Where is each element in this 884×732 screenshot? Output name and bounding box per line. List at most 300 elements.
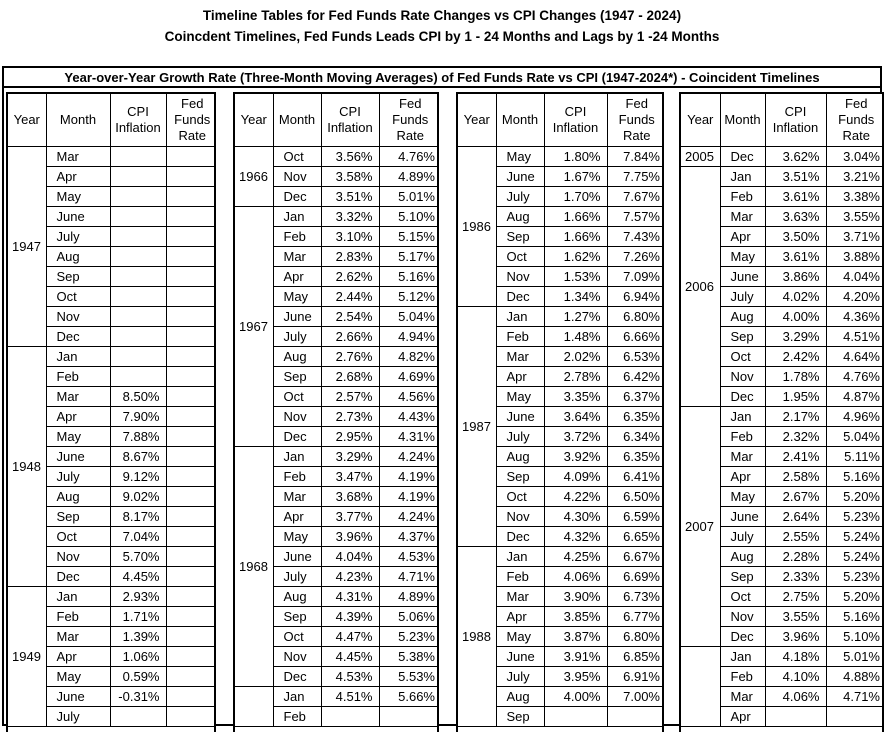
cpi-cell [110, 227, 166, 247]
cpi-cell: 1.70% [544, 187, 607, 207]
cpi-cell: 2.62% [321, 267, 379, 287]
timeline-panel-2 [233, 92, 439, 732]
month-cell: Feb [496, 327, 544, 347]
cpi-cell: 4.04% [321, 547, 379, 567]
cpi-cell: 0.59% [110, 667, 166, 687]
cpi-cell: 4.10% [765, 667, 826, 687]
cpi-cell [110, 287, 166, 307]
month-cell: Dec [273, 187, 321, 207]
cpi-cell [765, 707, 826, 727]
ffr-cell: 6.35% [607, 407, 664, 427]
month-cell: July [46, 467, 110, 487]
ffr-cell: 5.23% [379, 627, 439, 647]
month-cell: Jan [273, 687, 321, 707]
ffr-column-header: Fed Funds Rate [607, 94, 664, 147]
header-row [458, 94, 664, 147]
ffr-cell: 6.35% [607, 447, 664, 467]
month-cell: Oct [46, 287, 110, 307]
table-row [681, 167, 884, 187]
month-cell: Mar [720, 447, 765, 467]
month-cell: Oct [273, 387, 321, 407]
cpi-cell: 2.54% [321, 307, 379, 327]
ffr-cell: 5.01% [826, 647, 884, 667]
ffr-cell [166, 607, 216, 627]
ffr-cell: 4.20% [826, 287, 884, 307]
year-cell: 2007 [681, 407, 720, 647]
ffr-cell: 6.94% [607, 287, 664, 307]
cpi-cell [110, 267, 166, 287]
table-row [681, 147, 884, 167]
month-cell: May [496, 627, 544, 647]
ffr-cell: 6.65% [607, 527, 664, 547]
month-cell: Sep [496, 227, 544, 247]
ffr-cell: 6.91% [607, 667, 664, 687]
ffr-cell [166, 187, 216, 207]
month-column-header: Month [720, 94, 765, 147]
month-cell: Jan [720, 647, 765, 667]
year-cell: 2006 [681, 167, 720, 407]
page-subtitle: Coincdent Timelines, Fed Funds Leads CPI by 1 - 24 Months and Lags by 1 -24 Months [164, 29, 720, 44]
month-cell: Dec [496, 287, 544, 307]
cpi-cell: 2.73% [321, 407, 379, 427]
month-cell: Apr [46, 167, 110, 187]
month-cell: Mar [496, 587, 544, 607]
month-cell: Jan [46, 347, 110, 367]
table-row [458, 147, 664, 167]
ffr-cell: 5.20% [826, 587, 884, 607]
month-cell: Feb [496, 567, 544, 587]
ffr-cell [166, 507, 216, 527]
cpi-cell: 3.51% [765, 167, 826, 187]
cpi-cell: 4.51% [321, 687, 379, 707]
ffr-cell: 4.64% [826, 347, 884, 367]
ffr-cell: 6.59% [607, 507, 664, 527]
month-cell: Feb [720, 427, 765, 447]
cpi-cell: 1.95% [765, 387, 826, 407]
ffr-cell: 5.10% [379, 207, 439, 227]
table-row [235, 687, 439, 707]
ffr-cell [166, 367, 216, 387]
month-cell: June [46, 207, 110, 227]
month-cell: July [720, 527, 765, 547]
cpi-cell [110, 327, 166, 347]
ffr-cell: 4.71% [379, 567, 439, 587]
table-row [235, 447, 439, 467]
ffr-cell: 6.85% [607, 647, 664, 667]
ffr-cell [166, 427, 216, 447]
cpi-cell [321, 707, 379, 727]
cpi-cell: 2.41% [765, 447, 826, 467]
cpi-cell: 2.68% [321, 367, 379, 387]
month-cell: Sep [720, 327, 765, 347]
timeline-table [235, 94, 439, 727]
year-column-header: Year [8, 94, 46, 147]
month-cell: Aug [273, 347, 321, 367]
ffr-cell: 6.80% [607, 627, 664, 647]
cpi-cell [110, 167, 166, 187]
ffr-cell: 5.24% [826, 527, 884, 547]
month-cell: Oct [720, 347, 765, 367]
month-cell: June [720, 267, 765, 287]
month-cell: May [273, 527, 321, 547]
cpi-cell: 3.86% [765, 267, 826, 287]
month-column-header: Month [46, 94, 110, 147]
ffr-cell: 6.53% [607, 347, 664, 367]
month-cell: Nov [496, 267, 544, 287]
ffr-cell: 6.69% [607, 567, 664, 587]
cpi-cell: 8.50% [110, 387, 166, 407]
month-cell: Feb [46, 607, 110, 627]
cpi-cell: 2.67% [765, 487, 826, 507]
cpi-cell: 3.61% [765, 187, 826, 207]
cpi-column-header: CPI Inflation [321, 94, 379, 147]
ffr-cell: 5.66% [379, 687, 439, 707]
table-banner: Year-over-Year Growth Rate (Three-Month Moving Averages) of Fed Funds Rate vs CPI (1947-2024*) - Coincident Timelines [4, 68, 880, 88]
ffr-cell: 6.80% [607, 307, 664, 327]
cpi-cell: 1.67% [544, 167, 607, 187]
ffr-cell: 7.57% [607, 207, 664, 227]
year-cell: 1947 [8, 147, 46, 347]
year-cell: 1948 [8, 347, 46, 587]
cpi-cell: 8.17% [110, 507, 166, 527]
month-cell: Mar [273, 487, 321, 507]
month-cell: May [273, 287, 321, 307]
cpi-cell: 1.78% [765, 367, 826, 387]
ffr-cell [607, 707, 664, 727]
cpi-cell: 4.23% [321, 567, 379, 587]
month-cell: Dec [720, 147, 765, 167]
ffr-cell [166, 147, 216, 167]
month-cell: Apr [273, 507, 321, 527]
ffr-cell: 5.16% [826, 607, 884, 627]
timeline-panel-3 [456, 92, 664, 732]
ffr-cell [166, 387, 216, 407]
ffr-cell: 4.96% [826, 407, 884, 427]
cpi-cell: 2.78% [544, 367, 607, 387]
cpi-cell: 9.02% [110, 487, 166, 507]
ffr-cell: 5.04% [379, 307, 439, 327]
ffr-cell: 4.88% [826, 667, 884, 687]
month-cell: Feb [273, 467, 321, 487]
month-cell: Nov [46, 547, 110, 567]
cpi-cell: 3.68% [321, 487, 379, 507]
ffr-cell: 7.84% [607, 147, 664, 167]
month-cell: June [273, 307, 321, 327]
cpi-cell: 5.70% [110, 547, 166, 567]
month-cell: July [46, 707, 110, 727]
cpi-column-header: CPI Inflation [544, 94, 607, 147]
cpi-cell: 3.51% [321, 187, 379, 207]
ffr-cell: 7.00% [607, 687, 664, 707]
ffr-cell: 5.01% [379, 187, 439, 207]
cpi-cell: 1.66% [544, 227, 607, 247]
month-cell: Mar [273, 247, 321, 267]
ffr-cell [166, 487, 216, 507]
cpi-cell: 1.66% [544, 207, 607, 227]
ffr-cell: 4.37% [379, 527, 439, 547]
month-cell: Oct [273, 627, 321, 647]
ffr-cell: 5.11% [826, 447, 884, 467]
cpi-cell: 3.72% [544, 427, 607, 447]
cpi-cell: 4.02% [765, 287, 826, 307]
month-cell: Aug [496, 207, 544, 227]
table-row [235, 207, 439, 227]
month-cell: Oct [46, 527, 110, 547]
ffr-cell: 4.43% [379, 407, 439, 427]
page-title: Timeline Tables for Fed Funds Rate Changes vs CPI Changes (1947 - 2024) [202, 8, 682, 23]
cpi-cell: 4.45% [321, 647, 379, 667]
cpi-cell: 2.76% [321, 347, 379, 367]
cpi-cell [110, 147, 166, 167]
month-cell: Mar [46, 147, 110, 167]
month-cell: Dec [720, 627, 765, 647]
cpi-cell: 2.55% [765, 527, 826, 547]
cpi-cell: 3.63% [765, 207, 826, 227]
month-cell: June [46, 447, 110, 467]
month-cell: Nov [720, 607, 765, 627]
ffr-cell: 5.53% [379, 667, 439, 687]
cpi-cell [110, 347, 166, 367]
cpi-cell: 4.18% [765, 647, 826, 667]
month-cell: Nov [273, 167, 321, 187]
ffr-cell: 4.56% [379, 387, 439, 407]
ffr-column-header: Fed Funds Rate [379, 94, 439, 147]
month-cell: June [496, 647, 544, 667]
ffr-cell: 3.04% [826, 147, 884, 167]
ffr-cell: 3.88% [826, 247, 884, 267]
header-row [8, 94, 216, 147]
cpi-cell: 3.92% [544, 447, 607, 467]
month-cell: July [273, 327, 321, 347]
ffr-cell [166, 627, 216, 647]
month-cell: July [46, 227, 110, 247]
month-cell: Aug [496, 687, 544, 707]
ffr-cell [166, 527, 216, 547]
cpi-cell: 3.50% [765, 227, 826, 247]
month-cell: Aug [46, 487, 110, 507]
cpi-cell [544, 707, 607, 727]
table-row [8, 147, 216, 167]
cpi-cell: 2.33% [765, 567, 826, 587]
ffr-cell: 5.06% [379, 607, 439, 627]
year-cell: 1986 [458, 147, 496, 307]
ffr-cell: 4.69% [379, 367, 439, 387]
cpi-cell: 2.32% [765, 427, 826, 447]
month-cell: Feb [46, 367, 110, 387]
timeline-table [8, 94, 216, 727]
ffr-cell: 4.24% [379, 447, 439, 467]
month-cell: July [496, 427, 544, 447]
month-cell: Mar [46, 387, 110, 407]
ffr-cell: 5.04% [826, 427, 884, 447]
timeline-table [681, 94, 884, 727]
ffr-cell: 5.23% [826, 567, 884, 587]
ffr-cell: 4.87% [826, 387, 884, 407]
ffr-cell: 3.55% [826, 207, 884, 227]
ffr-cell: 4.76% [826, 367, 884, 387]
ffr-cell [166, 407, 216, 427]
month-column-header: Month [496, 94, 544, 147]
ffr-cell: 5.17% [379, 247, 439, 267]
header-row [681, 94, 884, 147]
cpi-cell: 3.85% [544, 607, 607, 627]
ffr-cell: 6.66% [607, 327, 664, 347]
month-cell: Apr [720, 227, 765, 247]
cpi-cell: 4.00% [765, 307, 826, 327]
ffr-cell [166, 587, 216, 607]
month-cell: July [273, 567, 321, 587]
month-cell: Jan [720, 167, 765, 187]
cpi-cell: 3.62% [765, 147, 826, 167]
year-cell [235, 687, 273, 727]
cpi-cell: 4.09% [544, 467, 607, 487]
cpi-cell: 1.06% [110, 647, 166, 667]
month-cell: Jan [46, 587, 110, 607]
month-cell: Apr [273, 267, 321, 287]
month-cell: Apr [496, 367, 544, 387]
month-cell: May [496, 147, 544, 167]
ffr-cell: 4.71% [826, 687, 884, 707]
ffr-cell [166, 247, 216, 267]
month-cell: July [720, 287, 765, 307]
cpi-cell: 2.93% [110, 587, 166, 607]
month-cell: Dec [46, 327, 110, 347]
month-cell: May [496, 387, 544, 407]
cpi-cell: 2.57% [321, 387, 379, 407]
month-cell: Sep [273, 367, 321, 387]
cpi-cell: 2.64% [765, 507, 826, 527]
ffr-cell: 4.94% [379, 327, 439, 347]
month-cell: Jan [273, 447, 321, 467]
ffr-cell: 6.34% [607, 427, 664, 447]
month-cell: Feb [273, 707, 321, 727]
cpi-cell: 2.17% [765, 407, 826, 427]
cpi-cell: 1.71% [110, 607, 166, 627]
cpi-cell [110, 707, 166, 727]
cpi-cell [110, 367, 166, 387]
ffr-cell: 3.38% [826, 187, 884, 207]
cpi-cell [110, 307, 166, 327]
ffr-cell: 3.21% [826, 167, 884, 187]
month-cell: Dec [720, 387, 765, 407]
ffr-cell: 4.51% [826, 327, 884, 347]
month-cell: Jan [273, 207, 321, 227]
cpi-cell: 7.90% [110, 407, 166, 427]
timeline-panel-1 [6, 92, 216, 732]
cpi-cell: 3.58% [321, 167, 379, 187]
cpi-cell: 1.62% [544, 247, 607, 267]
year-column-header: Year [681, 94, 720, 147]
table-row [458, 547, 664, 567]
ffr-cell [166, 327, 216, 347]
ffr-cell: 4.19% [379, 487, 439, 507]
month-cell: Jan [496, 307, 544, 327]
cpi-cell: 3.47% [321, 467, 379, 487]
month-cell: June [496, 167, 544, 187]
month-cell: Sep [46, 267, 110, 287]
table-row [8, 587, 216, 607]
month-cell: Oct [720, 587, 765, 607]
month-cell: Aug [720, 307, 765, 327]
cpi-cell: 2.83% [321, 247, 379, 267]
month-cell: Sep [496, 467, 544, 487]
header-row [235, 94, 439, 147]
ffr-cell: 4.89% [379, 167, 439, 187]
month-cell: May [720, 487, 765, 507]
cpi-cell: 4.06% [544, 567, 607, 587]
cpi-cell: 9.12% [110, 467, 166, 487]
ffr-cell: 4.19% [379, 467, 439, 487]
cpi-cell: 2.95% [321, 427, 379, 447]
month-cell: Oct [496, 247, 544, 267]
ffr-cell: 4.36% [826, 307, 884, 327]
ffr-cell: 7.26% [607, 247, 664, 267]
cpi-cell [110, 207, 166, 227]
month-cell: Nov [496, 507, 544, 527]
year-cell: 1988 [458, 547, 496, 727]
cpi-cell: 3.96% [321, 527, 379, 547]
cpi-cell: 1.80% [544, 147, 607, 167]
ffr-cell [826, 707, 884, 727]
cpi-cell: 1.27% [544, 307, 607, 327]
ffr-cell: 7.75% [607, 167, 664, 187]
cpi-cell: 3.29% [321, 447, 379, 467]
ffr-cell [166, 707, 216, 727]
table-row [235, 147, 439, 167]
table-row [8, 347, 216, 367]
month-cell: Apr [496, 607, 544, 627]
cpi-cell: 7.88% [110, 427, 166, 447]
table-row [681, 407, 884, 427]
cpi-column-header: CPI Inflation [110, 94, 166, 147]
cpi-cell: 3.91% [544, 647, 607, 667]
ffr-cell: 6.73% [607, 587, 664, 607]
cpi-cell: 2.66% [321, 327, 379, 347]
cpi-cell: 3.96% [765, 627, 826, 647]
month-cell: Nov [273, 647, 321, 667]
month-cell: Dec [273, 667, 321, 687]
ffr-cell [166, 687, 216, 707]
timeline-table [458, 94, 664, 727]
cpi-cell: 3.10% [321, 227, 379, 247]
cpi-cell [110, 247, 166, 267]
month-cell: Nov [46, 307, 110, 327]
ffr-cell: 6.42% [607, 367, 664, 387]
cpi-cell: 4.30% [544, 507, 607, 527]
ffr-cell: 4.24% [379, 507, 439, 527]
month-cell: Mar [496, 347, 544, 367]
ffr-cell: 6.77% [607, 607, 664, 627]
cpi-cell: 3.32% [321, 207, 379, 227]
ffr-cell [166, 167, 216, 187]
cpi-cell: 3.35% [544, 387, 607, 407]
cpi-cell: 3.87% [544, 627, 607, 647]
cpi-cell: 4.53% [321, 667, 379, 687]
ffr-cell: 3.71% [826, 227, 884, 247]
ffr-cell: 4.82% [379, 347, 439, 367]
cpi-cell: 4.00% [544, 687, 607, 707]
month-cell: June [273, 547, 321, 567]
cpi-cell: 2.75% [765, 587, 826, 607]
ffr-cell [166, 547, 216, 567]
month-cell: Aug [273, 587, 321, 607]
ffr-column-header: Fed Funds Rate [826, 94, 884, 147]
cpi-cell: 3.90% [544, 587, 607, 607]
month-cell: Sep [273, 607, 321, 627]
cpi-cell: -0.31% [110, 687, 166, 707]
ffr-cell: 6.50% [607, 487, 664, 507]
timeline-panel-4 [679, 92, 884, 732]
